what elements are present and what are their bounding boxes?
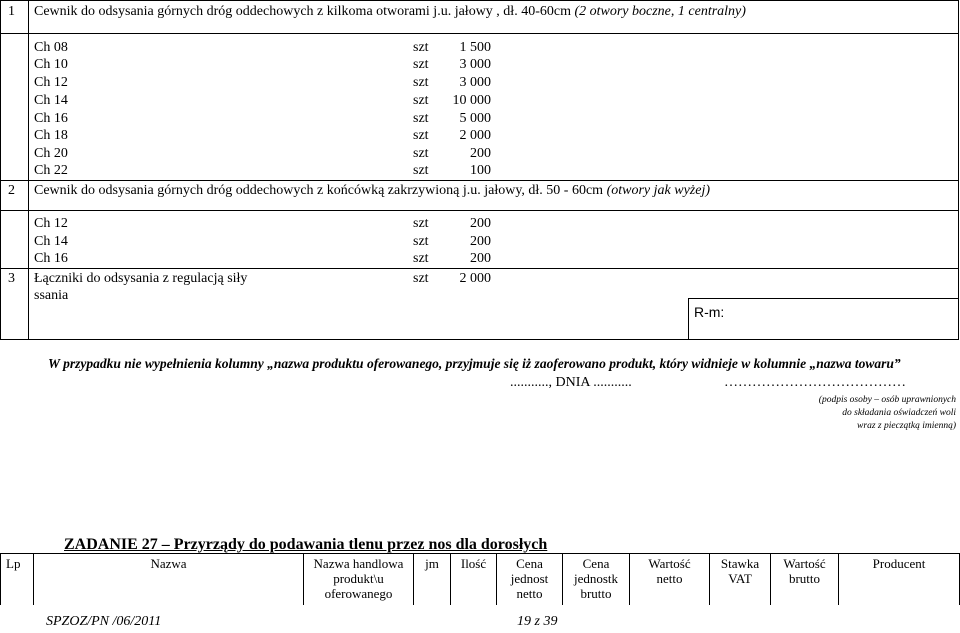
col-line bbox=[0, 553, 1, 605]
s1-row-unit: szt bbox=[413, 163, 429, 178]
header-cena-netto-1: Cena bbox=[516, 556, 543, 571]
offer-table-top bbox=[0, 553, 960, 554]
s1-row-unit: szt bbox=[413, 75, 429, 90]
footer-page-number: 19 z 39 bbox=[517, 614, 558, 629]
header-cena-netto-3: netto bbox=[516, 586, 543, 601]
s2-row-qty: 200 bbox=[470, 251, 491, 266]
disclaimer-note: W przypadku nie wypełnienia kolumny „nazwa produktu oferowanego, przyjmuje się iż zaoferowano produkt, który widnieje w kolumnie „nazwa towaru” bbox=[48, 356, 901, 371]
header-wartosc-brutto bbox=[771, 556, 838, 586]
s1-row-unit: szt bbox=[413, 128, 429, 143]
table1-left-border bbox=[0, 0, 1, 339]
s1-row-name: Ch 08 bbox=[34, 40, 68, 55]
s1-row-unit: szt bbox=[413, 40, 429, 55]
s1-row-qty: 2 000 bbox=[459, 128, 491, 143]
header-stawka-vat bbox=[710, 556, 770, 586]
section2-bottom bbox=[0, 268, 958, 269]
s1-row-qty: 100 bbox=[470, 163, 491, 178]
section3-number: 3 bbox=[8, 271, 15, 286]
s1-row-unit: szt bbox=[413, 111, 429, 126]
table1-bottom bbox=[0, 339, 959, 340]
s1-row-name: Ch 16 bbox=[34, 111, 68, 126]
s1-row-unit: szt bbox=[413, 146, 429, 161]
zadanie-title: ZADANIE 27 – Przyrządy do podawania tlenu przez nos dla dorosłych bbox=[64, 536, 548, 553]
s2-row-name: Ch 16 bbox=[34, 251, 68, 266]
signature-dots: ………………………………… bbox=[724, 375, 906, 390]
table1-top-border bbox=[0, 0, 958, 1]
header-cena-brutto bbox=[563, 556, 629, 601]
s1-row-qty: 10 000 bbox=[452, 93, 491, 108]
section3-name-line2: ssania bbox=[34, 288, 69, 303]
header-wartosc-netto-1: Wartość bbox=[648, 556, 691, 571]
signature-caption-2: do składania oświadczeń woli bbox=[842, 408, 956, 418]
header-cena-brutto-3: brutto bbox=[580, 586, 612, 601]
s2-row-unit: szt bbox=[413, 216, 429, 231]
s1-row-unit: szt bbox=[413, 93, 429, 108]
s1-row-qty: 5 000 bbox=[459, 111, 491, 126]
s1-row-name: Ch 10 bbox=[34, 57, 68, 72]
table1-lp-divider bbox=[28, 0, 29, 339]
header-nazwa-handlowa bbox=[304, 556, 413, 601]
s2-row-unit: szt bbox=[413, 234, 429, 249]
section1-title-text: Cewnik do odsysania górnych dróg oddechowych z kilkoma otworami j.u. jałowy , dł. 40-60cm bbox=[34, 4, 571, 19]
s2-row-qty: 200 bbox=[470, 216, 491, 231]
s2-row-name: Ch 12 bbox=[34, 216, 68, 231]
section1-number: 1 bbox=[8, 4, 15, 19]
s1-row-name: Ch 12 bbox=[34, 75, 68, 90]
rm-label: R-m: bbox=[694, 304, 725, 320]
header-nazwa-handlowa-1: Nazwa handlowa bbox=[313, 556, 404, 571]
header-cena-brutto-1: Cena bbox=[582, 556, 610, 571]
section2-title-note: (otwory jak wyżej) bbox=[606, 183, 710, 198]
section3-unit: szt bbox=[413, 271, 429, 286]
date-line: ..........., DNIA ........... bbox=[510, 375, 632, 390]
header-wartosc-brutto-1: Wartość bbox=[783, 556, 826, 571]
section1-bottom bbox=[0, 180, 958, 181]
s1-row-name: Ch 20 bbox=[34, 146, 68, 161]
signature-caption-1: (podpis osoby – osób uprawnionych bbox=[818, 395, 956, 405]
s1-row-name: Ch 14 bbox=[34, 93, 68, 108]
s2-row-qty: 200 bbox=[470, 234, 491, 249]
header-jm: jm bbox=[425, 556, 439, 571]
signature-caption-3: wraz z pieczątką imienną) bbox=[857, 421, 956, 431]
header-lp: Lp bbox=[6, 556, 21, 571]
rm-box-left bbox=[688, 298, 689, 339]
section3-name-line1: Łączniki do odsysania z regulacją siły bbox=[34, 271, 248, 286]
s1-row-unit: szt bbox=[413, 57, 429, 72]
header-wartosc-netto-2: netto bbox=[656, 571, 683, 586]
s1-row-qty: 200 bbox=[470, 146, 491, 161]
footer-reference: SPZOZ/PN /06/2011 bbox=[46, 614, 162, 629]
header-nazwa-handlowa-3: oferowanego bbox=[324, 586, 393, 601]
section2-number: 2 bbox=[8, 183, 15, 198]
header-cena-netto-2: jednost bbox=[510, 571, 549, 586]
section2-title-text: Cewnik do odsysania górnych dróg oddechowych z końcówką zakrzywioną j.u. jałowy, dł. 50 - 60cm bbox=[34, 183, 604, 198]
s1-row-name: Ch 18 bbox=[34, 128, 68, 143]
s1-row-qty: 3 000 bbox=[459, 57, 491, 72]
s2-row-name: Ch 14 bbox=[34, 234, 68, 249]
header-nazwa: Nazwa bbox=[150, 556, 187, 571]
header-ilosc: Ilość bbox=[460, 556, 487, 571]
s1-row-name: Ch 22 bbox=[34, 163, 68, 178]
header-stawka-vat-2: VAT bbox=[728, 571, 752, 586]
header-wartosc-brutto-2: brutto bbox=[788, 571, 821, 586]
s1-row-qty: 1 500 bbox=[459, 40, 491, 55]
section1-title bbox=[34, 4, 746, 20]
table1-right-border bbox=[958, 0, 959, 339]
section2-header-bottom bbox=[0, 210, 958, 211]
section1-header-bottom bbox=[0, 33, 958, 34]
section1-title-note: (2 otwory boczne, 1 centralny) bbox=[574, 4, 746, 19]
section3-qty: 2 000 bbox=[459, 271, 491, 286]
section2-title bbox=[34, 183, 710, 199]
rm-box-top bbox=[688, 298, 958, 299]
s2-row-unit: szt bbox=[413, 251, 429, 266]
header-cena-netto bbox=[497, 556, 562, 601]
s1-row-qty: 3 000 bbox=[459, 75, 491, 90]
header-nazwa-handlowa-2: produkt\u bbox=[333, 571, 384, 586]
header-producent: Producent bbox=[872, 556, 926, 571]
header-cena-brutto-2: jednostk bbox=[573, 571, 619, 586]
header-stawka-vat-1: Stawka bbox=[720, 556, 760, 571]
header-wartosc-netto bbox=[630, 556, 709, 586]
